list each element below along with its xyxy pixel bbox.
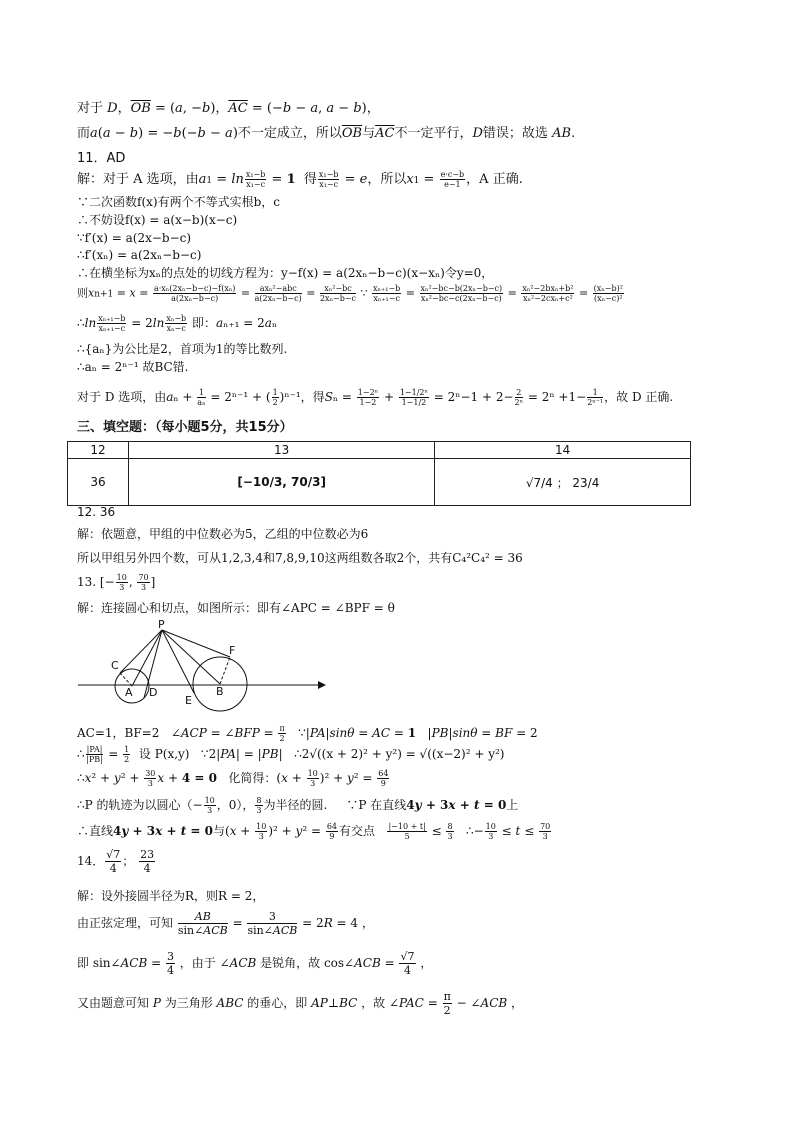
label-c: C xyxy=(111,659,119,672)
label-e: E xyxy=(185,694,192,707)
q14-solution-2: 由正弦定理，可知 $\frac{AB}{\text{sin∠ACB}}$ = $\frac{3}{\text{sin∠ACB}}$ = 2R = 4 ， xyxy=(77,910,374,937)
q13-solution-4: ∴x² + y² + $\frac{30}{3}$ x + 4 = 0 化简得：(x + $\frac{10}{3}$ )² + y² = $\frac{64}{9}$ xyxy=(77,769,389,788)
q14-solution-1: 解：设外接圆半径为R，则R = 2， xyxy=(77,889,265,903)
q14-solution-3: 即 sin∠ACB = $\frac{3}{4}$ ，由于 ∠ACB 是锐角，故 cos∠ACB = $\frac{√7}{4}$ ， xyxy=(77,950,433,977)
answer-14: √7/4 ； 23/4 xyxy=(435,459,691,506)
q11-line-8: ∴f′(xₙ) = a(2xₙ−b−c) xyxy=(77,248,202,262)
answer-13: [−10/3, 70/3] xyxy=(129,459,435,506)
line-p-b xyxy=(162,630,220,684)
q11-line-7: ∵f′(x) = a(2x−b−c) xyxy=(77,231,192,245)
q12-solution-2: 所以甲组另外四个数，可从1,2,3,4和7,8,9,10这两组数各取2个，共有C₄²C₄² = 36 xyxy=(77,551,523,565)
q11-line-6: ∴不妨设f(x) = a(x−b)(x−c) xyxy=(77,213,238,227)
table-header-14: 14 xyxy=(435,442,691,459)
q11-line-5: ∵二次函数f(x)有两个不等式实根b，c xyxy=(77,195,280,209)
q13-solution-1: 解：连接圆心和切点，如图所示：即有∠APC = ∠BPF = θ xyxy=(77,601,395,615)
answer-table-row xyxy=(68,459,691,506)
q11-line-14: 对于 D 选项，由aₙ + $\frac{1}{\text{aₙ}}$ = 2ⁿ⁻¹ + ( $\frac{1}{2}$ )ⁿ⁻¹，得Sₙ = $\frac{\text{1−2ⁿ}}{1-2}$ + $\frac{\text{1−1/2ⁿ}}{1-1/2}$ = 2ⁿ−1 + 2− $\frac{2}{\text{2ⁿ}}$ = 2ⁿ +1− $\frac{1}{\text{2ⁿ⁻¹}}$ ，故 D 正确. xyxy=(77,388,674,407)
q11-line-a: 解：对于 A 选项，由a1 = ln $\frac{\text{x₁−b}}{\text{x₁−c}}$ = 1 得 $\frac{\text{x₁−b}}{\text{x₁−c}}$ = e，所以x1 = $\frac{e\cdot c-b}{e-1}$ ，A 正确. xyxy=(77,170,523,189)
q13-solution-2: AC=1，BF=2 ∠ACP = ∠BFP = $\frac{\pi}{2}$ ∵|PA|sinθ = AC = 1 |PB|sinθ = BF = 2 xyxy=(77,724,538,743)
label-a: A xyxy=(125,686,133,699)
q13-answer: 13. [− $\frac{10}{3}$ , $\frac{70}{3}$ ] xyxy=(77,573,156,592)
label-f: F xyxy=(229,644,236,657)
line-b-f xyxy=(220,657,230,684)
q13-solution-3: ∴ $\frac{|PA|}{|PB|}$ = $\frac{1}{2}$ 设 P(x,y) ∵2|PA| = |PB| ∴2√((x + 2)² + y²) = √((x−2)² + y²) xyxy=(77,745,505,764)
q14-answer: 14． $\frac{√7}{4}$ ； $\frac{23}{4}$ xyxy=(77,848,155,875)
q14-solution-4: 又由题意可知 P 为三角形 ABC 的垂心，即 AP⊥BC ，故 ∠PAC = $\frac{\pi}{2}$ − ∠ACB ， xyxy=(77,990,524,1017)
q13-solution-6: ∴直线4y + 3x + t = 0与(x + $\frac{10}{3}$ )² + y² = $\frac{64}{9}$ 有交点 $\frac{|-10 + t|}{5}$ ≤ $\frac{8}{3}$ ∴− $\frac{10}{3}$ ≤ t ≤ $\frac{70}{3}$ xyxy=(77,822,551,841)
line-p-e xyxy=(162,630,194,693)
line-d-conclusion: 而a(a − b) = −b(−b − a)不一定成立，所以$\overline{OB}$与$\overline{AC}$不一定平行，D错误；故选 AB. xyxy=(77,126,576,141)
tangent-circles-figure xyxy=(70,618,330,718)
x-axis-arrow xyxy=(318,681,326,689)
label-d: D xyxy=(149,686,158,699)
table-header-12: 12 xyxy=(68,442,129,459)
q11-line-12: ∴{aₙ}为公比是2，首项为1的等比数列. xyxy=(77,342,288,356)
q13-solution-5: ∴P 的轨迹为以圆心（− $\frac{10}{3}$ ，0）， $\frac{8}{3}$ 为半径的圆. ∵P 在直线4y + 3x + t = 0上 xyxy=(77,796,519,815)
answer-table xyxy=(67,441,691,506)
answer-12: 36 xyxy=(68,459,129,506)
q11-line-11: ∴ln $\frac{\text{xₙ₊₁−b}}{\text{xₙ₊₁−c}}$ = 2ln $\frac{\text{xₙ−b}}{\text{xₙ−c}}$ 即：aₙ₊₁ = 2aₙ xyxy=(77,314,278,333)
label-b: B xyxy=(216,685,224,698)
line-d-vectors: 对于 D，$\overline{OB} = (a$, −b)，$\overline{AC} = (-b - a$, a − b)， xyxy=(77,101,380,116)
line-p-c xyxy=(120,630,162,673)
label-p: P xyxy=(158,618,165,631)
q11-line-13: ∴aₙ = 2ⁿ⁻¹ 故BC错. xyxy=(77,360,189,374)
section-three-title: 三、填空题：（每小题5分，共15分） xyxy=(77,420,293,435)
answer-table-header xyxy=(68,442,691,459)
q12-answer: 12. 36 xyxy=(77,505,116,519)
line-a-c xyxy=(120,673,132,686)
q11-answer: 11．AD xyxy=(77,151,126,166)
line-p-f xyxy=(162,630,230,657)
q11-line-10: 则xn+1 = x = $\frac{\text{a·xₙ(2xₙ−b−c)−f(xₙ)}}{\text{a(2xₙ−b−c)}}$ = $\frac{\text{axₙ²−abc}}{\text{a(2xₙ−b−c)}}$ = $\frac{\text{xₙ²−bc}}{\text{2xₙ−b−c}}$ ∵ $\frac{\text{xₙ₊₁−b}}{\text{xₙ₊₁−c}}$ = $\frac{\text{xₙ²−bc−b(2xₙ−b−c)}}{\text{xₙ²−bc−c(2xₙ−b−c)}}$ = $\frac{\text{xₙ²−2bxₙ+b²}}{\text{xₙ²−2cxₙ+c²}}$ = $\frac{\text{(xₙ−b)²}}{\text{(xₙ−c)²}}$ xyxy=(77,284,623,303)
q12-solution-1: 解：依题意，甲组的中位数必为5，乙组的中位数必为6 xyxy=(77,527,369,541)
q11-line-9: ∴在横坐标为xₙ的点处的切线方程为：y−f(x) = a(2xₙ−b−c)(x−xₙ)令y=0， xyxy=(77,266,494,280)
table-header-13: 13 xyxy=(129,442,435,459)
